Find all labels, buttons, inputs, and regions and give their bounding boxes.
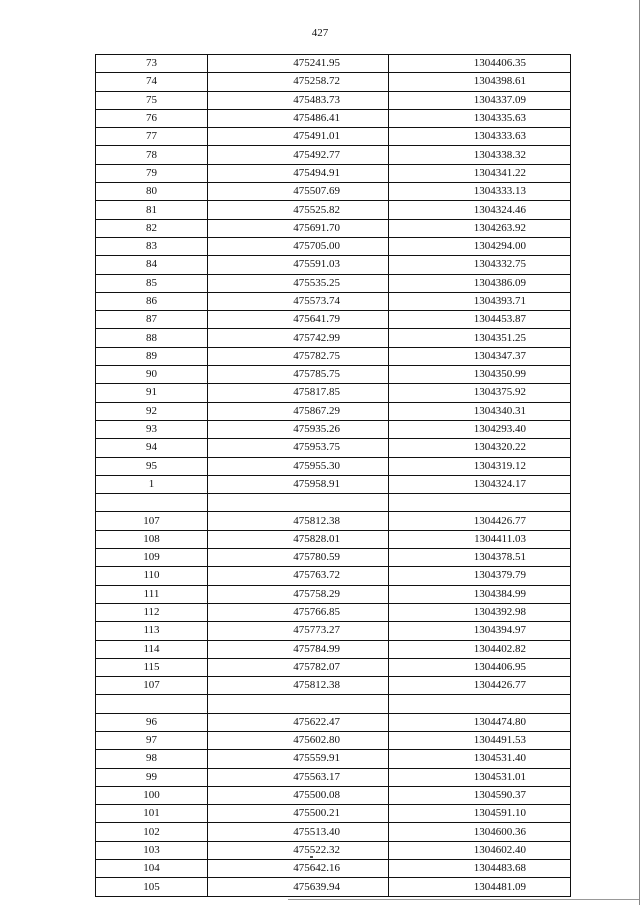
- y-coordinate-cell: 1304591.10: [389, 805, 571, 823]
- x-coordinate-cell: 475522.32: [208, 841, 389, 859]
- x-coordinate-cell: 475500.08: [208, 786, 389, 804]
- table-row: [96, 439, 571, 457]
- x-coordinate-cell: 475812.38: [208, 677, 389, 695]
- point-number-cell: 87: [96, 311, 208, 329]
- x-coordinate-cell: 475483.73: [208, 91, 389, 109]
- point-number-cell: 73: [96, 55, 208, 73]
- table-row: [96, 366, 571, 384]
- y-coordinate-cell: 1304393.71: [389, 292, 571, 310]
- x-coordinate-cell: 475828.01: [208, 530, 389, 548]
- y-coordinate-cell: 1304481.09: [389, 878, 571, 896]
- point-number-cell: 99: [96, 768, 208, 786]
- table-row: [96, 677, 571, 695]
- y-coordinate-cell: 1304293.40: [389, 420, 571, 438]
- x-coordinate-cell: 475602.80: [208, 731, 389, 749]
- x-coordinate-cell: 475641.79: [208, 311, 389, 329]
- y-coordinate-cell: 1304406.95: [389, 658, 571, 676]
- table-row: [96, 805, 571, 823]
- y-coordinate-cell: 1304379.79: [389, 567, 571, 585]
- y-coordinate-cell: 1304333.13: [389, 183, 571, 201]
- table-row: [96, 384, 571, 402]
- x-coordinate-cell: 475241.95: [208, 55, 389, 73]
- x-coordinate-cell: 475784.99: [208, 640, 389, 658]
- y-coordinate-cell: 1304386.09: [389, 274, 571, 292]
- x-coordinate-cell: 475953.75: [208, 439, 389, 457]
- y-coordinate-cell: 1304426.77: [389, 677, 571, 695]
- x-coordinate-cell: 475591.03: [208, 256, 389, 274]
- y-coordinate-cell: 1304531.01: [389, 768, 571, 786]
- y-coordinate-cell: 1304319.12: [389, 457, 571, 475]
- table-row: [96, 603, 571, 621]
- point-number-cell: 85: [96, 274, 208, 292]
- point-number-cell: 108: [96, 530, 208, 548]
- y-coordinate-cell: 1304590.37: [389, 786, 571, 804]
- y-coordinate-cell: 1304392.98: [389, 603, 571, 621]
- table-row: [96, 567, 571, 585]
- table-row: [96, 183, 571, 201]
- point-number-cell: 104: [96, 860, 208, 878]
- table-row: [96, 274, 571, 292]
- y-coordinate-cell: 1304474.80: [389, 713, 571, 731]
- table-row: [96, 55, 571, 73]
- x-coordinate-cell: 475817.85: [208, 384, 389, 402]
- table-row: [96, 420, 571, 438]
- x-coordinate-cell: 475958.91: [208, 475, 389, 493]
- point-number-cell: 81: [96, 201, 208, 219]
- x-coordinate-cell: 475500.21: [208, 805, 389, 823]
- table-row: [96, 128, 571, 146]
- table-row: [96, 512, 571, 530]
- point-number-cell: 91: [96, 384, 208, 402]
- x-coordinate-cell: 475766.85: [208, 603, 389, 621]
- y-coordinate-cell: 1304324.17: [389, 475, 571, 493]
- table-row: [96, 549, 571, 567]
- table-row: [96, 878, 571, 896]
- x-coordinate-cell: 475622.47: [208, 713, 389, 731]
- y-coordinate-cell: 1304341.22: [389, 164, 571, 182]
- table-row: [96, 768, 571, 786]
- point-number-cell: 114: [96, 640, 208, 658]
- x-coordinate-cell: 475494.91: [208, 164, 389, 182]
- table-row: [96, 237, 571, 255]
- y-coordinate-cell: 1304335.63: [389, 109, 571, 127]
- point-number-cell: 75: [96, 91, 208, 109]
- table-row: [96, 786, 571, 804]
- table-row: [96, 201, 571, 219]
- y-coordinate-cell: 1304453.87: [389, 311, 571, 329]
- x-coordinate-cell: 475785.75: [208, 366, 389, 384]
- point-number-cell: 1: [96, 475, 208, 493]
- point-number-cell: 101: [96, 805, 208, 823]
- point-number-cell: 90: [96, 366, 208, 384]
- point-number-cell: 112: [96, 603, 208, 621]
- x-coordinate-cell: 475763.72: [208, 567, 389, 585]
- y-coordinate-cell: 1304294.00: [389, 237, 571, 255]
- y-coordinate-cell: 1304426.77: [389, 512, 571, 530]
- table-row: [96, 164, 571, 182]
- table-row: [96, 91, 571, 109]
- point-number-cell: 77: [96, 128, 208, 146]
- table-row: [96, 292, 571, 310]
- point-number-cell: 92: [96, 402, 208, 420]
- x-coordinate-cell: 475705.00: [208, 237, 389, 255]
- point-number-cell: 113: [96, 622, 208, 640]
- y-coordinate-cell: 1304338.32: [389, 146, 571, 164]
- y-coordinate-cell: 1304350.99: [389, 366, 571, 384]
- x-coordinate-cell: 475492.77: [208, 146, 389, 164]
- y-coordinate-cell: 1304483.68: [389, 860, 571, 878]
- point-number-cell: 110: [96, 567, 208, 585]
- point-number-cell: 100: [96, 786, 208, 804]
- y-coordinate-cell: [389, 695, 571, 713]
- point-number-cell: 83: [96, 237, 208, 255]
- table-row: [96, 73, 571, 91]
- point-number-cell: 111: [96, 585, 208, 603]
- table-row: [96, 457, 571, 475]
- y-coordinate-cell: 1304333.63: [389, 128, 571, 146]
- x-coordinate-cell: 475742.99: [208, 329, 389, 347]
- table-row: [96, 658, 571, 676]
- x-coordinate-cell: 475513.40: [208, 823, 389, 841]
- x-coordinate-cell: 475780.59: [208, 549, 389, 567]
- table-row: [96, 329, 571, 347]
- table-row: [96, 695, 571, 713]
- y-coordinate-cell: 1304378.51: [389, 549, 571, 567]
- x-coordinate-cell: 475782.75: [208, 347, 389, 365]
- point-number-cell: 105: [96, 878, 208, 896]
- table-row: [96, 750, 571, 768]
- x-coordinate-cell: 475563.17: [208, 768, 389, 786]
- y-coordinate-cell: 1304347.37: [389, 347, 571, 365]
- y-coordinate-cell: 1304340.31: [389, 402, 571, 420]
- x-coordinate-cell: 475812.38: [208, 512, 389, 530]
- page-number: 427: [311, 27, 329, 39]
- y-coordinate-cell: 1304406.35: [389, 55, 571, 73]
- y-coordinate-cell: 1304337.09: [389, 91, 571, 109]
- point-number-cell: 95: [96, 457, 208, 475]
- point-number-cell: 86: [96, 292, 208, 310]
- x-coordinate-cell: 475535.25: [208, 274, 389, 292]
- bottom-scan-line: [288, 899, 640, 900]
- table-row: [96, 731, 571, 749]
- x-coordinate-cell: 475559.91: [208, 750, 389, 768]
- table-row: [96, 311, 571, 329]
- point-number-cell: 107: [96, 512, 208, 530]
- table-row: [96, 640, 571, 658]
- point-number-cell: 97: [96, 731, 208, 749]
- y-coordinate-cell: 1304531.40: [389, 750, 571, 768]
- point-number-cell: 107: [96, 677, 208, 695]
- coordinates-table-body: [96, 55, 571, 897]
- y-coordinate-cell: 1304263.92: [389, 219, 571, 237]
- coordinates-table: [95, 54, 571, 897]
- point-number-cell: 94: [96, 439, 208, 457]
- x-coordinate-cell: 475773.27: [208, 622, 389, 640]
- y-coordinate-cell: 1304384.99: [389, 585, 571, 603]
- x-coordinate-cell: 475642.16: [208, 860, 389, 878]
- x-coordinate-cell: 475935.26: [208, 420, 389, 438]
- bottom-mark: [310, 856, 313, 858]
- y-coordinate-cell: 1304332.75: [389, 256, 571, 274]
- point-number-cell: 115: [96, 658, 208, 676]
- point-number-cell: 74: [96, 73, 208, 91]
- table-row: [96, 530, 571, 548]
- table-row: [96, 841, 571, 859]
- y-coordinate-cell: 1304602.40: [389, 841, 571, 859]
- point-number-cell: 96: [96, 713, 208, 731]
- table-row: [96, 146, 571, 164]
- y-coordinate-cell: 1304394.97: [389, 622, 571, 640]
- x-coordinate-cell: 475507.69: [208, 183, 389, 201]
- x-coordinate-cell: [208, 494, 389, 512]
- table-row: [96, 585, 571, 603]
- point-number-cell: 98: [96, 750, 208, 768]
- y-coordinate-cell: 1304600.36: [389, 823, 571, 841]
- table-row: [96, 219, 571, 237]
- point-number-cell: 76: [96, 109, 208, 127]
- x-coordinate-cell: 475258.72: [208, 73, 389, 91]
- table-row: [96, 256, 571, 274]
- point-number-cell: 79: [96, 164, 208, 182]
- table-row: [96, 823, 571, 841]
- x-coordinate-cell: 475573.74: [208, 292, 389, 310]
- point-number-cell: 88: [96, 329, 208, 347]
- x-coordinate-cell: 475691.70: [208, 219, 389, 237]
- point-number-cell: [96, 494, 208, 512]
- x-coordinate-cell: 475491.01: [208, 128, 389, 146]
- point-number-cell: 82: [96, 219, 208, 237]
- table-row: [96, 860, 571, 878]
- y-coordinate-cell: 1304375.92: [389, 384, 571, 402]
- y-coordinate-cell: 1304324.46: [389, 201, 571, 219]
- point-number-cell: 80: [96, 183, 208, 201]
- y-coordinate-cell: [389, 494, 571, 512]
- x-coordinate-cell: 475486.41: [208, 109, 389, 127]
- y-coordinate-cell: 1304398.61: [389, 73, 571, 91]
- x-coordinate-cell: [208, 695, 389, 713]
- x-coordinate-cell: 475525.82: [208, 201, 389, 219]
- x-coordinate-cell: 475955.30: [208, 457, 389, 475]
- point-number-cell: 109: [96, 549, 208, 567]
- table-row: [96, 713, 571, 731]
- table-row: [96, 622, 571, 640]
- x-coordinate-cell: 475639.94: [208, 878, 389, 896]
- y-coordinate-cell: 1304402.82: [389, 640, 571, 658]
- y-coordinate-cell: 1304491.53: [389, 731, 571, 749]
- table-row: [96, 475, 571, 493]
- point-number-cell: 84: [96, 256, 208, 274]
- point-number-cell: 93: [96, 420, 208, 438]
- point-number-cell: 103: [96, 841, 208, 859]
- table-row: [96, 402, 571, 420]
- point-number-cell: 78: [96, 146, 208, 164]
- point-number-cell: 89: [96, 347, 208, 365]
- table-row: [96, 494, 571, 512]
- x-coordinate-cell: 475867.29: [208, 402, 389, 420]
- y-coordinate-cell: 1304411.03: [389, 530, 571, 548]
- table-row: [96, 347, 571, 365]
- x-coordinate-cell: 475782.07: [208, 658, 389, 676]
- y-coordinate-cell: 1304351.25: [389, 329, 571, 347]
- point-number-cell: [96, 695, 208, 713]
- y-coordinate-cell: 1304320.22: [389, 439, 571, 457]
- point-number-cell: 102: [96, 823, 208, 841]
- x-coordinate-cell: 475758.29: [208, 585, 389, 603]
- table-row: [96, 109, 571, 127]
